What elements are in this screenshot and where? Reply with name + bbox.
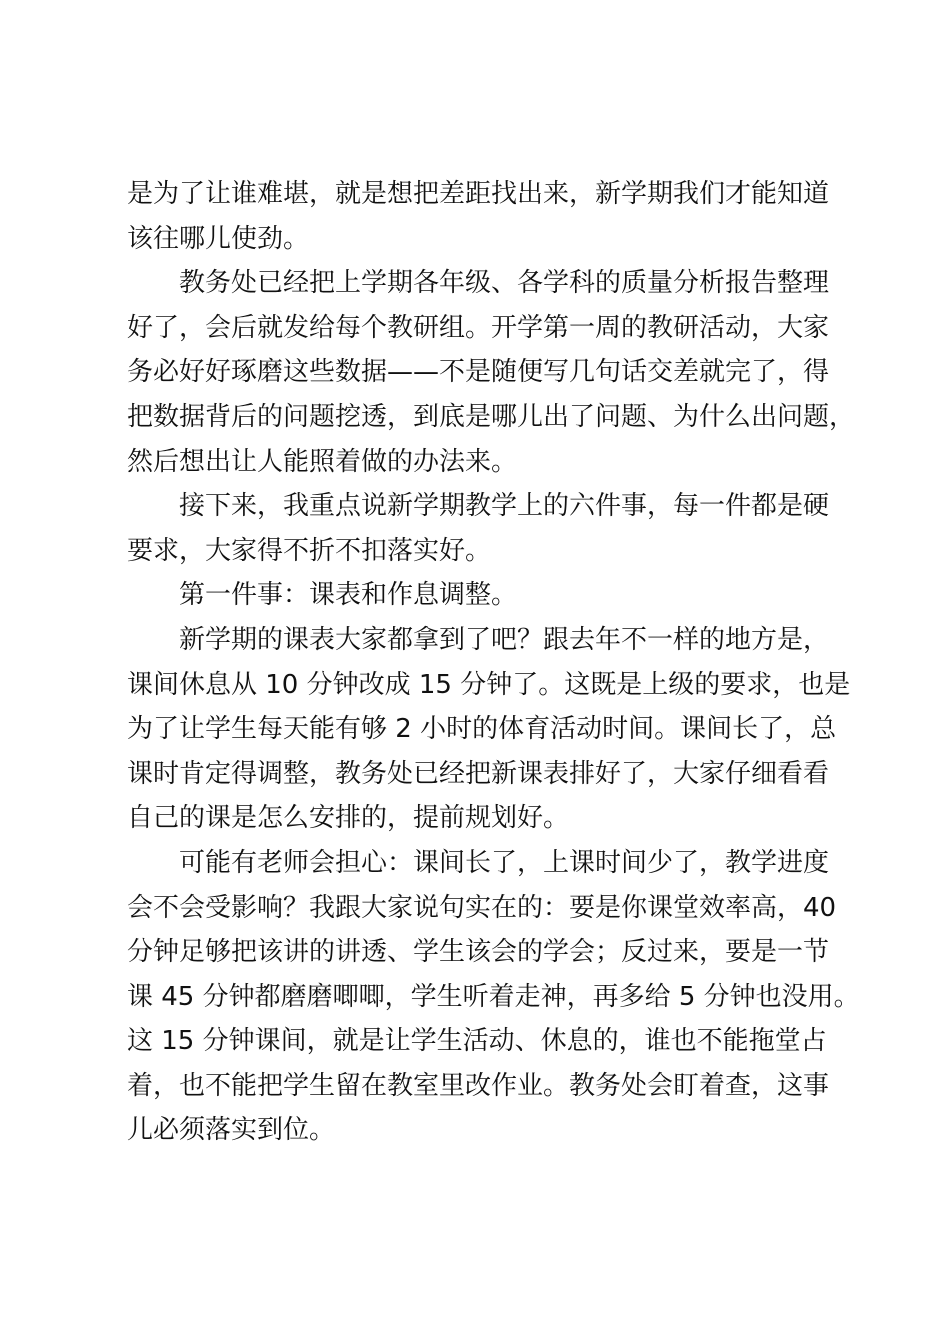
text-line: 着，也不能把学生留在教室里改作业。教务处会盯着查，这事 (127, 1070, 830, 1101)
text-line: 好了，会后就发给每个教研组。开学第一周的教研活动，大家 (127, 312, 830, 343)
text-line: 自己的课是怎么安排的，提前规划好。 (127, 803, 570, 834)
text-line: 课时肯定得调整，教务处已经把新课表排好了，大家仔细看看 (127, 758, 830, 789)
text-line: 课 45 分钟都磨磨唧唧，学生听着走神，再多给 5 分钟也没用。 (127, 981, 860, 1012)
paragraph-first-line: 可能有老师会担心：课间长了，上课时间少了，教学进度 (179, 847, 830, 878)
text-line: 把数据背后的问题挖透，到底是哪儿出了问题、为什么出问题， (127, 401, 856, 432)
text-line: 儿必须落实到位。 (127, 1115, 336, 1146)
paragraph-first-line: 第一件事：课表和作息调整。 (179, 580, 518, 611)
text-line: 这 15 分钟课间，就是让学生活动、休息的，谁也不能拖堂占 (127, 1026, 827, 1057)
text-line: 务必好好琢磨这些数据——不是随便写几句话交差就完了，得 (127, 357, 830, 388)
text-line: 要求，大家得不折不扣落实好。 (127, 535, 492, 566)
text-line: 会不会受影响？我跟大家说句实在的：要是你课堂效率高，40 (127, 892, 837, 923)
text-line: 为了让学生每天能有够 2 小时的体育活动时间。课间长了，总 (127, 714, 837, 745)
text-line: 课间休息从 10 分钟改成 15 分钟了。这既是上级的要求，也是 (127, 669, 851, 700)
text-line: 然后想出让人能照着做的办法来。 (127, 446, 518, 477)
paragraph-first-line: 接下来，我重点说新学期教学上的六件事，每一件都是硬 (179, 491, 830, 522)
body-text (127, 172, 860, 1153)
paragraph-first-line: 新学期的课表大家都拿到了吧？跟去年不一样的地方是， (179, 624, 830, 655)
paragraph-first-line: 教务处已经把上学期各年级、各学科的质量分析报告整理 (179, 268, 830, 299)
text-line: 该往哪儿使劲。 (127, 223, 310, 254)
text-line: 是为了让谁难堪，就是想把差距找出来，新学期我们才能知道 (127, 179, 830, 209)
text-line: 分钟足够把该讲的讲透、学生该会的学会；反过来，要是一节 (127, 937, 830, 968)
